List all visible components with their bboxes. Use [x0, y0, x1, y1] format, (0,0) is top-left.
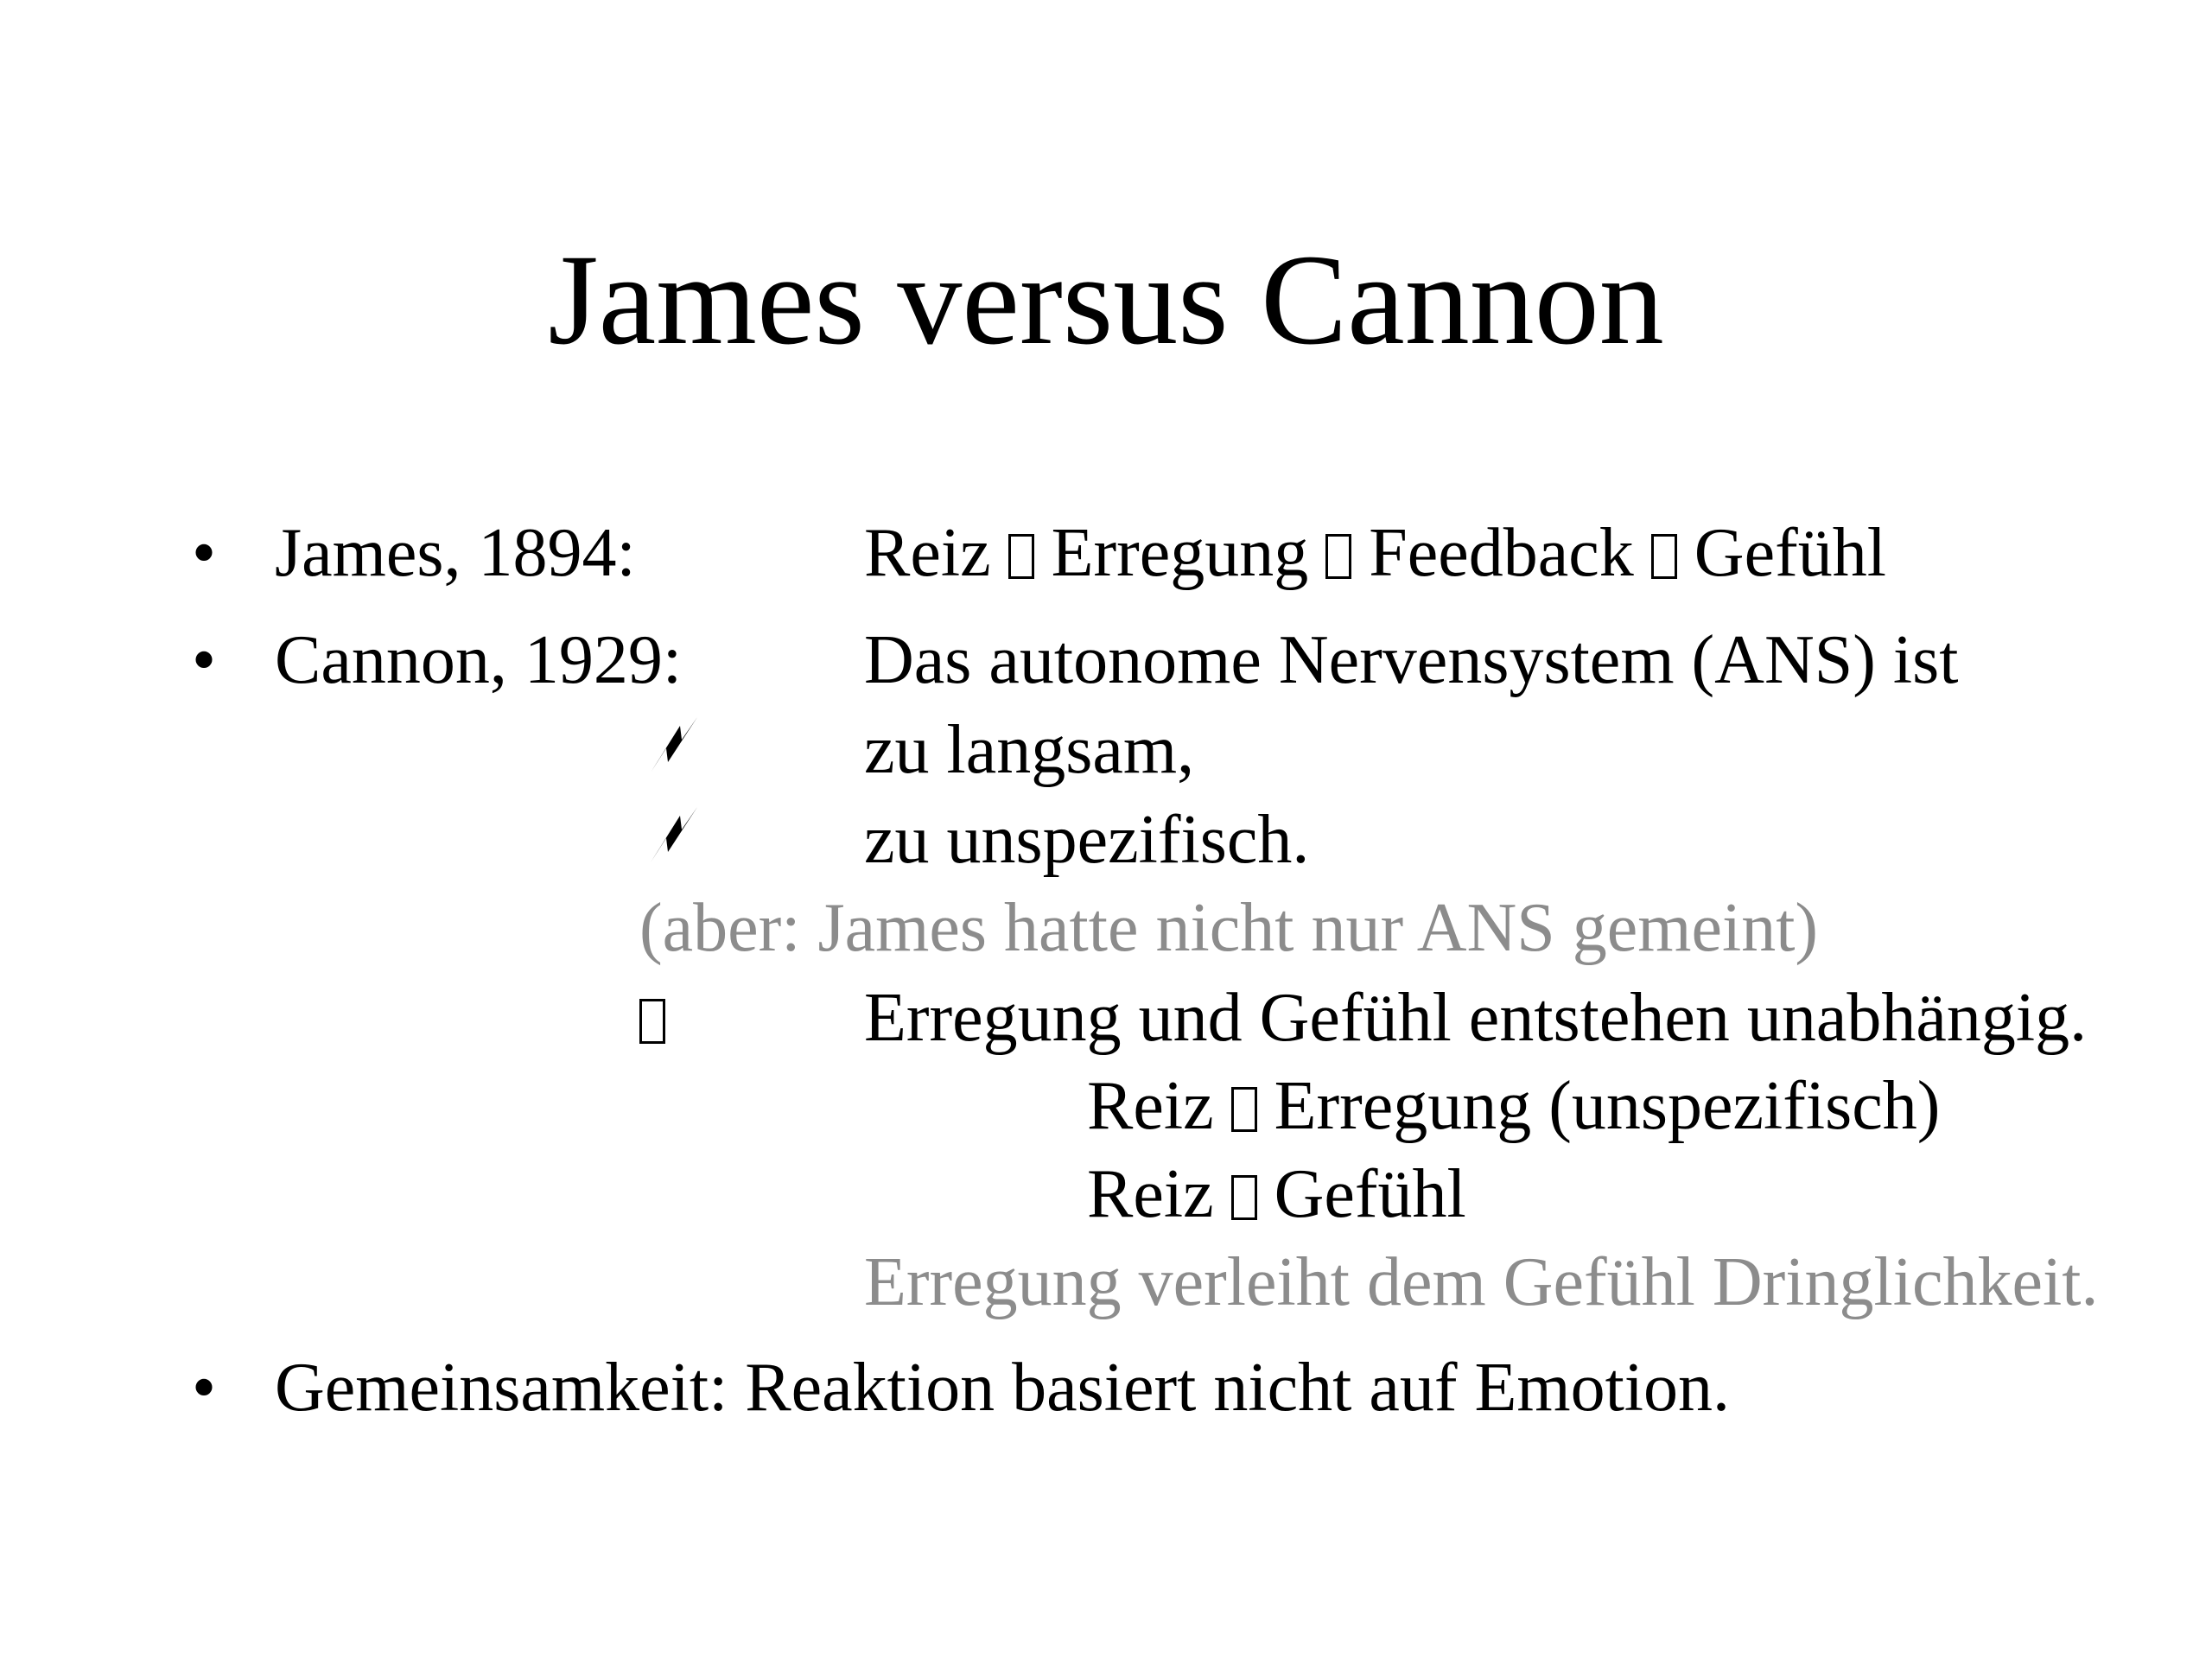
bullet-icon: • [192, 1350, 217, 1426]
urgency-note: Erregung verleiht dem Gefühl Dringlichkeit. [864, 1244, 2099, 1320]
missing-glyph-box-icon [1231, 1175, 1257, 1220]
conclusion-text: Erregung und Gefühl entstehen unabhängig. [864, 980, 2088, 1056]
lightning-bolt-icon [644, 804, 706, 866]
james-label: James, 1894: [275, 515, 636, 591]
missing-glyph-box-icon [1008, 534, 1034, 579]
chain-step: Erregung [1051, 515, 1309, 591]
chain-step: Erregung (unspezifisch) [1274, 1068, 1941, 1144]
chain-step: Feedback [1369, 515, 1634, 591]
bullet-icon: • [192, 622, 217, 698]
cannon-label: Cannon, 1929: [275, 622, 683, 698]
conclusion-marker [639, 976, 665, 1059]
bullet-icon: • [192, 515, 217, 591]
slide-title: James versus Cannon [548, 228, 1664, 372]
chain-arousal [1087, 1065, 1940, 1147]
chain-step: Gefühl [1694, 515, 1886, 591]
chain-step: Reiz [1087, 1156, 1214, 1232]
lightning-bolt-icon [644, 714, 706, 776]
cannon-point-2: zu unspezifisch. [864, 802, 1310, 878]
missing-glyph-box-icon [1325, 534, 1351, 579]
aside-note: (aber: James hatte nicht nur ANS gemeint) [639, 890, 1819, 966]
missing-glyph-box-icon [1651, 534, 1677, 579]
missing-glyph-box-icon [639, 999, 665, 1044]
james-chain [864, 512, 1886, 594]
cannon-text: Das autonome Nervensystem (ANS) ist [864, 622, 1959, 698]
cannon-point-1: zu langsam, [864, 712, 1195, 788]
chain-step: Reiz [1087, 1068, 1214, 1144]
chain-step: Gefühl [1274, 1156, 1466, 1232]
missing-glyph-box-icon [1231, 1087, 1257, 1132]
chain-feeling [1087, 1153, 1466, 1236]
commonality-text: Gemeinsamkeit: Reaktion basiert nicht auf Emotion. [275, 1350, 1731, 1426]
chain-step: Reiz [864, 515, 991, 591]
